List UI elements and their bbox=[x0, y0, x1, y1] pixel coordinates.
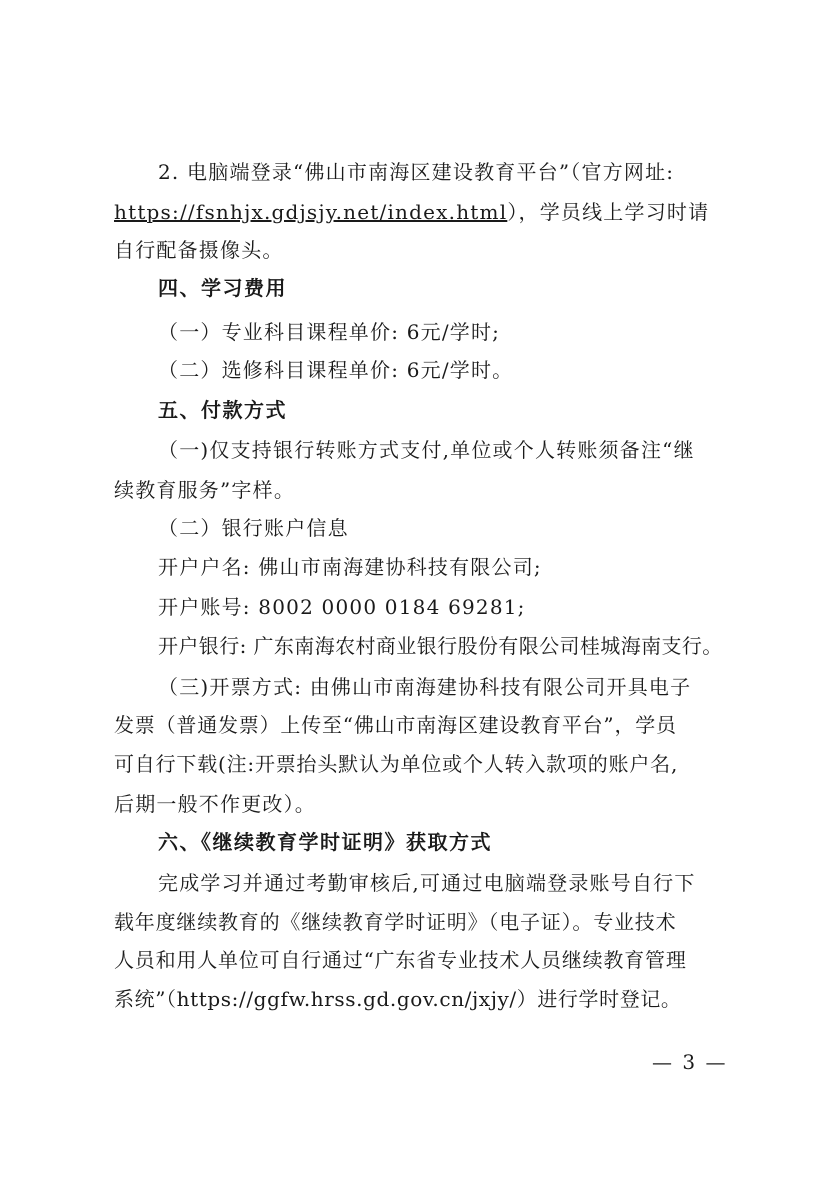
login-line-3: 自行配备摄像头。 bbox=[114, 238, 284, 262]
login-line-2-rest: ），学员线上学习时请 bbox=[507, 200, 710, 224]
login-line-2 bbox=[114, 198, 709, 226]
payment-item-2: （二）银行账户信息 bbox=[158, 516, 349, 540]
account-bank: 开户银行: 广东南海农村商业银行股份有限公司桂城海南支行。 bbox=[158, 634, 723, 658]
payment-item-3-line-3: 可自行下载(注:开票抬头默认为单位或个人转入款项的账户名, bbox=[114, 752, 679, 776]
certificate-line-4: 系统”（https://ggfw.hrss.gd.gov.cn/jxjy/）进行学时登记。 bbox=[114, 987, 682, 1011]
fees-item-1: （一）专业科目课程单价: 6元/学时; bbox=[158, 320, 501, 344]
payment-item-1-line-1: （一)仅支持银行转账方式支付,单位或个人转账须备注“继 bbox=[158, 438, 695, 462]
fees-item-2: （二）选修科目课程单价: 6元/学时。 bbox=[158, 358, 514, 382]
page-number: — 3 — bbox=[652, 1050, 728, 1074]
certificate-line-2: 载年度继续教育的《继续教育学时证明》（电子证）。专业技术 bbox=[114, 910, 677, 934]
payment-heading: 五、付款方式 bbox=[158, 398, 287, 422]
account-number: 开户账号: 8002 0000 0184 69281; bbox=[158, 595, 526, 619]
payment-item-1-line-2: 续教育服务”字样。 bbox=[114, 478, 296, 502]
payment-item-3-line-4: 后期一般不作更改）。 bbox=[114, 792, 316, 816]
fees-heading: 四、学习费用 bbox=[158, 276, 287, 300]
payment-item-3-line-1: （三)开票方式: 由佛山市南海建协科技有限公司开具电子 bbox=[158, 675, 692, 699]
certificate-heading: 六、《继续教育学时证明》获取方式 bbox=[158, 830, 492, 854]
certificate-line-1: 完成学习并通过考勤审核后,可通过电脑端登录账号自行下 bbox=[158, 871, 696, 895]
certificate-line-3: 人员和用人单位可自行通过“广东省专业技术人员继续教育管理 bbox=[114, 948, 687, 972]
payment-item-3-line-2: 发票（普通发票）上传至“佛山市南海区建设教育平台”，学员 bbox=[114, 713, 677, 737]
account-name: 开户户名: 佛山市南海建协科技有限公司; bbox=[158, 555, 542, 579]
platform-url-link[interactable]: https://fsnhjx.gdjsjy.net/index.html bbox=[114, 200, 508, 224]
login-line-1: 2. 电脑端登录“佛山市南海区建设教育平台”（官方网址: bbox=[158, 160, 675, 184]
